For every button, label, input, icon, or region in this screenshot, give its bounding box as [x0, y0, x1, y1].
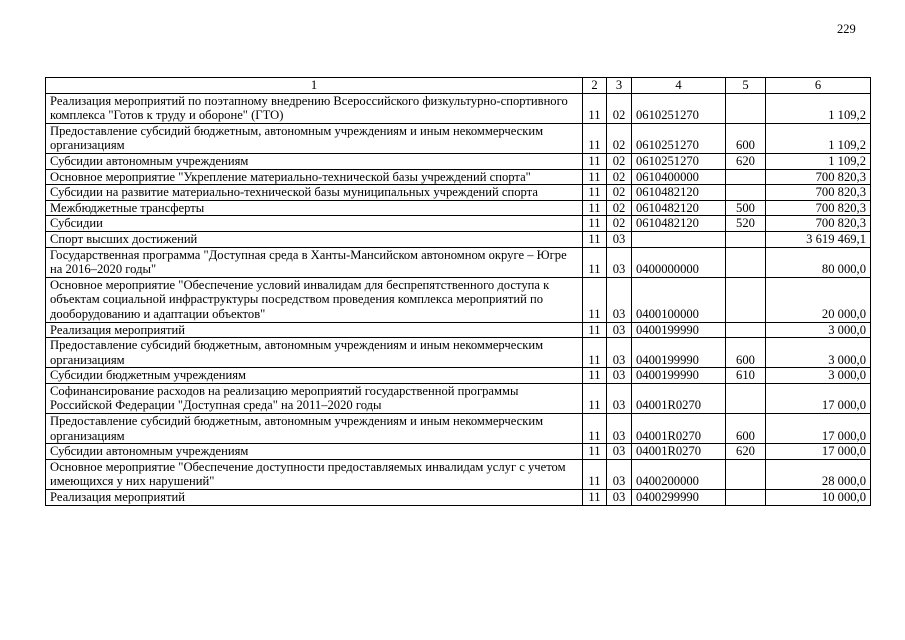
budget-table-body: [46, 78, 871, 506]
table-row: [46, 153, 871, 169]
item-name-cell: Субсидии на развитие материально-технической базы муниципальных учреждений спорта: [46, 185, 583, 201]
section-code-cell: 11: [583, 123, 607, 153]
item-name-cell: Субсидии автономным учреждениям: [46, 444, 583, 460]
target-article-cell: 0400199990: [632, 338, 726, 368]
section-code-cell: 11: [583, 231, 607, 247]
amount-cell: 700 820,3: [766, 169, 871, 185]
item-name-cell: Реализация мероприятий: [46, 490, 583, 506]
section-code-cell: 11: [583, 169, 607, 185]
table-row: [46, 383, 871, 413]
target-article-cell: 0400299990: [632, 490, 726, 506]
subsection-code-cell: 02: [607, 216, 632, 232]
item-name-cell: Софинансирование расходов на реализацию мероприятий государственной программы Российской Федерации "Доступная среда" на 2011–2020 годы: [46, 383, 583, 413]
expense-type-cell: 620: [726, 153, 766, 169]
amount-cell: 1 109,2: [766, 93, 871, 123]
amount-cell: 3 619 469,1: [766, 231, 871, 247]
section-code-cell: 11: [583, 444, 607, 460]
target-article-cell: 0610400000: [632, 169, 726, 185]
amount-cell: 17 000,0: [766, 444, 871, 460]
expense-type-cell: [726, 383, 766, 413]
expense-type-cell: 620: [726, 444, 766, 460]
expense-type-cell: [726, 459, 766, 489]
amount-cell: 1 109,2: [766, 123, 871, 153]
subsection-code-cell: 02: [607, 185, 632, 201]
page-number: 229: [837, 22, 856, 36]
section-code-cell: 11: [583, 338, 607, 368]
subsection-code-cell: 03: [607, 414, 632, 444]
target-article-cell: 0610251270: [632, 123, 726, 153]
expense-type-cell: [726, 247, 766, 277]
section-code-cell: 11: [583, 414, 607, 444]
target-article-cell: 04001R0270: [632, 383, 726, 413]
table-row: [46, 200, 871, 216]
item-name-cell: Государственная программа "Доступная среда в Ханты-Мансийском автономном округе – Югре на 2016–2020 годы": [46, 247, 583, 277]
subsection-code-cell: 02: [607, 93, 632, 123]
table-row: [46, 169, 871, 185]
expense-type-cell: 600: [726, 414, 766, 444]
target-article-cell: 0610482120: [632, 185, 726, 201]
table-row: [46, 216, 871, 232]
expense-type-cell: 500: [726, 200, 766, 216]
subsection-code-cell: 03: [607, 247, 632, 277]
table-row: [46, 414, 871, 444]
item-name-cell: Субсидии: [46, 216, 583, 232]
section-code-cell: 11: [583, 185, 607, 201]
target-article-cell: 0400199990: [632, 368, 726, 384]
subsection-code-cell: 03: [607, 231, 632, 247]
section-code-cell: 11: [583, 368, 607, 384]
item-name-cell: Реализация мероприятий: [46, 322, 583, 338]
target-article-cell: 0610251270: [632, 93, 726, 123]
target-article-cell: 0610482120: [632, 216, 726, 232]
amount-cell: 700 820,3: [766, 185, 871, 201]
amount-cell: 80 000,0: [766, 247, 871, 277]
item-name-cell: Предоставление субсидий бюджетным, автономным учреждениям и иным некоммерческим организациям: [46, 338, 583, 368]
expense-type-cell: 600: [726, 123, 766, 153]
subsection-code-cell: 03: [607, 490, 632, 506]
item-name-cell: Реализация мероприятий по поэтапному внедрению Всероссийского физкультурно-спортивного комплекса "Готов к труду и обороне" (ГТО): [46, 93, 583, 123]
item-name-cell: Спорт высших достижений: [46, 231, 583, 247]
section-code-cell: 11: [583, 153, 607, 169]
expense-type-cell: [726, 231, 766, 247]
target-article-cell: [632, 231, 726, 247]
table-row: [46, 322, 871, 338]
table-row: [46, 93, 871, 123]
expense-type-cell: 610: [726, 368, 766, 384]
amount-cell: 700 820,3: [766, 200, 871, 216]
amount-cell: 3 000,0: [766, 368, 871, 384]
subsection-code-cell: 02: [607, 123, 632, 153]
item-name-cell: Предоставление субсидий бюджетным, автономным учреждениям и иным некоммерческим организациям: [46, 123, 583, 153]
target-article-cell: 0610482120: [632, 200, 726, 216]
section-code-cell: 11: [583, 216, 607, 232]
target-article-cell: 0610251270: [632, 153, 726, 169]
section-code-cell: 11: [583, 247, 607, 277]
subsection-code-cell: 02: [607, 169, 632, 185]
expense-type-cell: [726, 185, 766, 201]
table-header-row: [46, 78, 871, 94]
subsection-code-cell: 03: [607, 383, 632, 413]
section-code-cell: 11: [583, 322, 607, 338]
item-name-cell: Субсидии автономным учреждениям: [46, 153, 583, 169]
column-header: 3: [607, 78, 632, 94]
amount-cell: 17 000,0: [766, 414, 871, 444]
section-code-cell: 11: [583, 459, 607, 489]
target-article-cell: 0400199990: [632, 322, 726, 338]
item-name-cell: Основное мероприятие "Обеспечение доступности предоставляемых инвалидам услуг с учетом имеющихся у них нарушений": [46, 459, 583, 489]
amount-cell: 20 000,0: [766, 277, 871, 322]
column-header: 1: [46, 78, 583, 94]
expense-type-cell: [726, 93, 766, 123]
subsection-code-cell: 03: [607, 444, 632, 460]
subsection-code-cell: 02: [607, 153, 632, 169]
budget-table: [45, 77, 871, 506]
amount-cell: 17 000,0: [766, 383, 871, 413]
table-row: [46, 444, 871, 460]
column-header: 6: [766, 78, 871, 94]
table-row: [46, 123, 871, 153]
item-name-cell: Основное мероприятие "Укрепление материально-технической базы учреждений спорта": [46, 169, 583, 185]
subsection-code-cell: 03: [607, 322, 632, 338]
target-article-cell: 0400100000: [632, 277, 726, 322]
table-row: [46, 247, 871, 277]
table-row: [46, 368, 871, 384]
table-row: [46, 490, 871, 506]
column-header: 5: [726, 78, 766, 94]
section-code-cell: 11: [583, 383, 607, 413]
subsection-code-cell: 03: [607, 277, 632, 322]
target-article-cell: 04001R0270: [632, 414, 726, 444]
amount-cell: 3 000,0: [766, 322, 871, 338]
table-row: [46, 459, 871, 489]
amount-cell: 700 820,3: [766, 216, 871, 232]
table-row: [46, 231, 871, 247]
column-header: 2: [583, 78, 607, 94]
amount-cell: 28 000,0: [766, 459, 871, 489]
item-name-cell: Межбюджетные трансферты: [46, 200, 583, 216]
amount-cell: 3 000,0: [766, 338, 871, 368]
table-row: [46, 277, 871, 322]
column-header: 4: [632, 78, 726, 94]
table-row: [46, 338, 871, 368]
section-code-cell: 11: [583, 200, 607, 216]
section-code-cell: 11: [583, 277, 607, 322]
target-article-cell: 04001R0270: [632, 444, 726, 460]
amount-cell: 10 000,0: [766, 490, 871, 506]
expense-type-cell: 520: [726, 216, 766, 232]
subsection-code-cell: 02: [607, 200, 632, 216]
item-name-cell: Субсидии бюджетным учреждениям: [46, 368, 583, 384]
expense-type-cell: 600: [726, 338, 766, 368]
expense-type-cell: [726, 169, 766, 185]
expense-type-cell: [726, 490, 766, 506]
amount-cell: 1 109,2: [766, 153, 871, 169]
subsection-code-cell: 03: [607, 338, 632, 368]
table-row: [46, 185, 871, 201]
section-code-cell: 11: [583, 490, 607, 506]
item-name-cell: Основное мероприятие "Обеспечение условий инвалидам для беспрепятственного доступа к объектам социальной инфраструктуры посредством проведения комплекса мероприятий по дооборудованию и адаптации объектов": [46, 277, 583, 322]
expense-type-cell: [726, 322, 766, 338]
expense-type-cell: [726, 277, 766, 322]
item-name-cell: Предоставление субсидий бюджетным, автономным учреждениям и иным некоммерческим организациям: [46, 414, 583, 444]
section-code-cell: 11: [583, 93, 607, 123]
subsection-code-cell: 03: [607, 459, 632, 489]
subsection-code-cell: 03: [607, 368, 632, 384]
target-article-cell: 0400000000: [632, 247, 726, 277]
target-article-cell: 0400200000: [632, 459, 726, 489]
